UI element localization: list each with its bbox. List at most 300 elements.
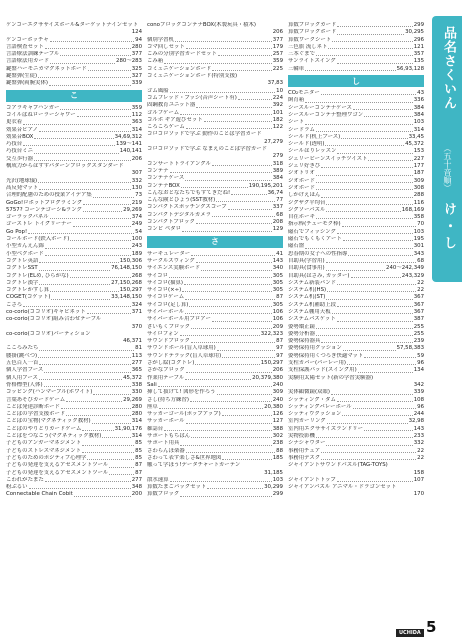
index-entry [6, 331, 142, 338]
entry-page: 208 [272, 219, 283, 226]
entry-page: 249 [131, 221, 142, 228]
entry-name: サウンドテラック(盲人卓球用) [147, 352, 222, 359]
entry-page: 336 [413, 97, 424, 104]
dot-leader [305, 119, 413, 124]
index-entry [6, 491, 142, 498]
dot-leader [185, 309, 272, 314]
dot-leader [29, 484, 131, 489]
entry-page: 31,185 [264, 469, 283, 476]
dot-leader [353, 105, 413, 110]
index-entry [288, 338, 424, 345]
entry-page: 370 [131, 323, 142, 330]
entry-name: 事務用チェア [288, 447, 321, 454]
entry-name: conoブロックコンテナBOX(木製玩具・積木) [147, 22, 257, 28]
entry-page: 239 [413, 338, 424, 345]
entry-page: 170 [413, 491, 424, 498]
entry-page: 296 [413, 36, 424, 43]
dot-leader [34, 134, 113, 139]
index-entry [147, 190, 283, 197]
dot-leader [44, 367, 130, 372]
entry-name: 算数ブロックカード [288, 22, 337, 28]
index-entry [288, 470, 424, 477]
index-entry [288, 265, 424, 272]
dot-leader [364, 353, 416, 358]
entry-name: CO₂モニター [288, 90, 320, 97]
entry-name: コグトレSST [6, 265, 38, 272]
entry-name: 室内用エクササイズランドリー [288, 425, 364, 432]
entry-name: さし(持ち方練習) [147, 396, 189, 403]
dot-leader [44, 382, 131, 387]
entry-name: ジェリ好きび [288, 163, 321, 170]
entry-name: サイエンス実験ボード [147, 265, 201, 272]
entry-name: システムバスケット [288, 316, 336, 323]
dot-leader [92, 418, 131, 423]
entry-page: 365 [131, 367, 142, 374]
dot-leader [316, 214, 413, 219]
entry-name: シースルーコンテナ整理ワゴン [288, 111, 364, 118]
index-entry [6, 221, 142, 228]
dot-leader [364, 112, 413, 117]
index-entry [147, 80, 283, 87]
entry-page: 140,141 [119, 148, 142, 155]
dot-leader [170, 168, 272, 173]
index-entry [6, 73, 142, 80]
dot-leader [39, 375, 122, 380]
dot-leader [50, 58, 115, 63]
entry-page: 268 [131, 272, 142, 279]
entry-page: 106 [272, 316, 283, 323]
index-entry [288, 440, 424, 447]
entry-page: 22 [417, 447, 424, 454]
index-entry [6, 433, 142, 440]
entry-page: 103 [413, 119, 424, 126]
index-entry [6, 214, 142, 221]
entry-name: 構成力からはずすパターンブロックスタンダード [6, 163, 124, 170]
dot-leader [222, 411, 272, 416]
dot-leader [34, 148, 119, 153]
entry-page: 206 [131, 155, 142, 162]
dot-leader [109, 470, 134, 475]
entry-name: 姿勢保持用クッション [288, 345, 342, 352]
index-entry [6, 397, 142, 404]
entry-name: コンパクトブロック [147, 219, 195, 226]
dot-leader [39, 345, 134, 350]
entry-page: 225 [272, 65, 283, 72]
index-entry [288, 382, 424, 389]
dot-leader [180, 440, 271, 445]
entry-page: 27,150,268 [111, 279, 142, 286]
entry-name: 子どもの発達を支えるアセスメントツール [6, 469, 109, 476]
index-entry [6, 411, 142, 418]
entry-name: システム机補助上段 [288, 301, 336, 308]
dot-leader [39, 258, 118, 263]
index-entry [6, 345, 142, 352]
index-entry [147, 110, 283, 117]
index-entry [6, 29, 142, 36]
index-entry [6, 287, 142, 294]
entry-name: コンパクトデジタルカメラ [147, 211, 211, 218]
index-entry [6, 134, 142, 141]
entry-page: 279 [272, 153, 283, 160]
entry-page: 359 [131, 104, 142, 111]
entry-name: co-corio(ココリオ)組み合わせテーブル [6, 316, 102, 323]
dot-leader [186, 418, 272, 423]
entry-page: 339 [131, 80, 142, 87]
dot-leader [82, 448, 134, 453]
index-entry [6, 382, 142, 389]
index-entry [147, 212, 283, 219]
index-entry [147, 491, 283, 498]
entry-page: 314 [131, 418, 142, 425]
dot-leader [228, 204, 272, 209]
dot-leader [82, 440, 134, 445]
entry-name: シードラム [288, 126, 315, 133]
section-header: し [288, 75, 424, 87]
entry-name: コンテナ [147, 167, 169, 174]
entry-page: 392 [272, 102, 283, 109]
entry-page: 57,58,383 [396, 345, 424, 352]
index-column-2 [147, 22, 283, 499]
index-entry [147, 375, 283, 382]
index-entry [147, 73, 283, 80]
entry-page: 113 [131, 352, 142, 359]
dot-leader [337, 229, 413, 234]
entry-name: 個別学習机 [147, 36, 174, 43]
index-entry [288, 448, 424, 455]
entry-name: さわって表す楽しさ&世界地図 [147, 454, 222, 461]
dot-leader [358, 367, 413, 372]
entry-page: 101 [272, 109, 283, 116]
entry-page: 168,169 [401, 206, 424, 213]
entry-name: サッカーボール [147, 418, 185, 425]
entry-name: サーキュレーター [147, 250, 191, 257]
entry-name: 三色旗 流しネト [288, 43, 328, 50]
dot-leader [196, 102, 271, 107]
entry-page: 219 [131, 199, 142, 206]
index-entry [288, 404, 424, 411]
index-entry [288, 243, 424, 250]
entry-page: 30,295 [405, 29, 424, 36]
dot-leader [23, 141, 115, 146]
entry-page: 308 [413, 184, 424, 191]
entry-name: Go Pop! [6, 228, 28, 235]
dot-leader [159, 404, 263, 409]
entry-page: 182 [272, 116, 283, 123]
index-entry [288, 112, 424, 119]
entry-page: 200 [131, 491, 142, 498]
index-entry [147, 433, 283, 440]
entry-name: シナシャウター [288, 440, 326, 447]
dot-leader [39, 280, 110, 285]
entry-name: コグトレ漢字 [6, 279, 39, 286]
index-entry [6, 462, 142, 469]
index-entry [6, 302, 142, 309]
dot-leader [23, 302, 131, 307]
entry-name: コルボ ギア遊びセット [147, 116, 203, 123]
entry-name: さかなブロック [147, 367, 185, 374]
entry-page: 387 [413, 316, 424, 323]
index-entry [288, 221, 424, 228]
index-entry [147, 309, 283, 316]
dot-leader [351, 273, 401, 278]
entry-page: 371 [131, 308, 142, 315]
entry-name: ことばをつなごう(マグネティック教材) [6, 433, 102, 440]
entry-page: 330 [131, 389, 142, 396]
index-entry [6, 338, 142, 345]
entry-name: サイバーボール用ブロアー [147, 316, 211, 323]
index-entry [288, 389, 424, 396]
index-entry [6, 309, 142, 316]
index-entry [288, 51, 424, 58]
entry-page: 68 [417, 257, 424, 264]
index-entry [147, 418, 283, 425]
entry-page: 127 [272, 418, 283, 425]
dot-leader [39, 265, 110, 270]
entry-page: 374 [131, 214, 142, 221]
index-entry [6, 192, 142, 199]
entry-page: 240 [272, 381, 283, 388]
index-entry [6, 112, 142, 119]
entry-page: 301 [413, 243, 424, 250]
index-entry [6, 280, 142, 287]
entry-name: 効果音ピアノ [6, 126, 38, 133]
index-entry [288, 97, 424, 104]
brand-logo: UCHIDA [396, 629, 424, 637]
index-entry [288, 207, 424, 214]
entry-name: コンテナケース [147, 175, 185, 182]
dot-leader [191, 433, 272, 438]
entry-page: 20,380 [264, 403, 283, 410]
index-entry [288, 455, 424, 462]
entry-name: コグトレ英語 [6, 257, 39, 264]
dot-leader [212, 161, 272, 166]
dot-leader [180, 491, 271, 496]
dot-leader [185, 175, 271, 180]
dot-leader [66, 411, 130, 416]
entry-name: ゴム風船 [147, 87, 169, 94]
entry-name: ざいもくブロック [147, 323, 191, 330]
dot-leader [180, 110, 272, 115]
dot-leader [326, 258, 417, 263]
entry-page: 103 [413, 228, 424, 235]
entry-name: サンライトスイング [288, 58, 336, 65]
dot-leader [70, 236, 130, 241]
index-entry [288, 66, 424, 73]
entry-page: 240〜242,349 [386, 265, 424, 272]
index-entry [288, 280, 424, 287]
entry-page: 280 [131, 43, 142, 50]
entry-page: 121 [413, 43, 424, 50]
dot-leader [337, 58, 413, 63]
index-entry [147, 37, 283, 44]
entry-name: シッティングバレーボール [288, 403, 352, 410]
entry-page: 37,83 [267, 80, 283, 87]
entry-name: 姿勢保持器具 [288, 338, 321, 345]
entry-page: 59 [417, 352, 424, 359]
index-entry [6, 156, 142, 163]
index-entry [288, 148, 424, 155]
entry-page: 377 [131, 51, 142, 58]
index-entry [288, 477, 424, 484]
entry-page: 384 [272, 175, 283, 182]
index-entry [288, 134, 424, 141]
dot-leader [316, 170, 413, 175]
entry-name: ゴルフゲーム [147, 109, 180, 116]
index-entry [288, 375, 424, 382]
entry-name: 座卓 [147, 403, 158, 410]
entry-name: こわれがたまた [6, 476, 44, 483]
entry-page: 20,379,380 [252, 374, 283, 381]
entry-page: 81 [135, 345, 142, 352]
side-index-tab [432, 16, 462, 282]
entry-name: 算数ワークシート [288, 36, 332, 43]
entry-name: 自助具(食事用) [288, 265, 325, 272]
dot-leader [337, 280, 416, 285]
index-entry [147, 273, 283, 280]
entry-name: 小型ベクボード [6, 250, 44, 257]
dot-leader [353, 404, 417, 409]
entry-page: 280 [131, 403, 142, 410]
entry-name: コンテナBOX [147, 182, 180, 189]
entry-name: ジェリービーンスイッチツイスト [288, 155, 368, 162]
entry-page: 87 [276, 338, 283, 345]
entry-page: 359 [272, 58, 283, 65]
dot-leader [212, 316, 272, 321]
index-entry [288, 353, 424, 360]
dot-leader [50, 287, 119, 292]
entry-name: サイコロ(描算) [147, 279, 183, 286]
index-entry [6, 404, 142, 411]
dot-leader [45, 44, 131, 49]
entry-page: 158 [413, 469, 424, 476]
entry-name: 個人用ブース [6, 374, 38, 381]
entry-name: ジャイアンパズル アニマル・ドラゴンセット [288, 484, 397, 491]
entry-name: シースルーコンテナケース [288, 104, 352, 111]
dot-leader [45, 477, 131, 482]
entry-name: サイコロ(足し算) [147, 301, 189, 308]
index-entry [147, 477, 283, 484]
dot-leader [60, 105, 130, 110]
dot-leader [34, 156, 131, 161]
index-entry [147, 124, 283, 131]
dot-leader [321, 192, 412, 197]
dot-leader [337, 22, 412, 27]
index-entry [6, 80, 142, 87]
entry-page: 305 [272, 279, 283, 286]
dot-leader [191, 251, 275, 256]
entry-name: 子どものためのポジティブ心理学 [6, 454, 87, 461]
entry-page: 305 [272, 287, 283, 294]
entry-name: 事務用デスク [288, 454, 321, 461]
entry-name: 姿勢矯正鏡 [288, 323, 315, 330]
entry-name: ことばの学習支援ボード [6, 411, 66, 418]
index-entry [147, 265, 283, 272]
entry-name: 散水速算 [147, 476, 169, 483]
dot-leader [164, 58, 272, 63]
entry-name: コアラキャプハンガー [6, 104, 60, 111]
index-entry [6, 105, 142, 112]
dot-leader [217, 345, 275, 350]
index-entry [288, 331, 424, 338]
entry-name: サイバーボール [147, 308, 185, 315]
index-entry [288, 192, 424, 199]
dot-leader [337, 397, 413, 402]
entry-page: 255 [413, 323, 424, 330]
dot-leader [170, 88, 276, 93]
entry-page: 106 [272, 308, 283, 315]
entry-page: 189 [131, 250, 142, 257]
entry-name: ジオボード [288, 177, 315, 184]
entry-page: 322,323 [260, 330, 283, 337]
index-entry [6, 163, 142, 170]
entry-page: 305 [272, 272, 283, 279]
page-number: 5 [426, 618, 437, 636]
dot-leader [109, 462, 134, 467]
entry-page: 280〜283 [116, 58, 142, 65]
index-entry [147, 197, 283, 204]
entry-name: ころころゲーム [147, 124, 185, 131]
index-entry [6, 207, 142, 214]
entry-name: Connectable Chain Cobit [6, 491, 73, 498]
entry-name: 骨格標型(人体) [6, 381, 43, 388]
dot-leader [343, 236, 413, 241]
entry-name: ジオボード [288, 184, 315, 191]
dot-leader [321, 448, 416, 453]
dot-leader [82, 426, 113, 431]
index-entry [288, 170, 424, 177]
dot-leader [93, 389, 130, 394]
index-entry [147, 440, 283, 447]
dot-leader [238, 95, 272, 100]
dot-leader [326, 207, 400, 212]
entry-name: 子どもの発達を支えるアセスメントツール [6, 462, 109, 469]
index-entry [288, 58, 424, 65]
entry-page: 112 [131, 111, 142, 118]
entry-name: コミュニケーションボード [147, 65, 212, 72]
entry-name: コマ回しセット [147, 43, 185, 50]
entry-page: 85 [135, 447, 142, 454]
index-entry [147, 294, 283, 301]
index-entry [6, 353, 142, 360]
entry-name: コグトレかずし算 [6, 287, 50, 294]
index-entry [6, 484, 142, 491]
index-entry [147, 448, 283, 455]
entry-page: 29,269 [123, 206, 142, 213]
entry-name: コロコロソッドで学ぶ 動作のことば学習カード [147, 131, 262, 138]
entry-page: 358 [413, 214, 424, 221]
dot-leader [189, 302, 271, 307]
dot-leader [326, 200, 412, 205]
dot-leader [77, 112, 131, 117]
entry-page: 337 [272, 204, 283, 211]
entry-name: コンサートトライアングル [147, 160, 211, 167]
dot-leader [337, 302, 413, 307]
entry-name: ジオトリオ [288, 170, 315, 177]
entry-name: 磁石でフィッシング [288, 228, 336, 235]
index-entry [147, 338, 283, 345]
entry-page: 77 [276, 197, 283, 204]
dot-leader [49, 80, 131, 85]
dot-leader [191, 338, 275, 343]
dot-leader [73, 221, 131, 226]
entry-name: サイコロ(×÷) [147, 287, 182, 294]
dot-leader [182, 287, 271, 292]
entry-name: 小型カんえん錦 [6, 243, 44, 250]
index-entry [288, 360, 424, 367]
entry-page: 32,98 [408, 418, 424, 425]
entry-name: サポートもちばん [147, 433, 191, 440]
dot-leader [23, 119, 131, 124]
